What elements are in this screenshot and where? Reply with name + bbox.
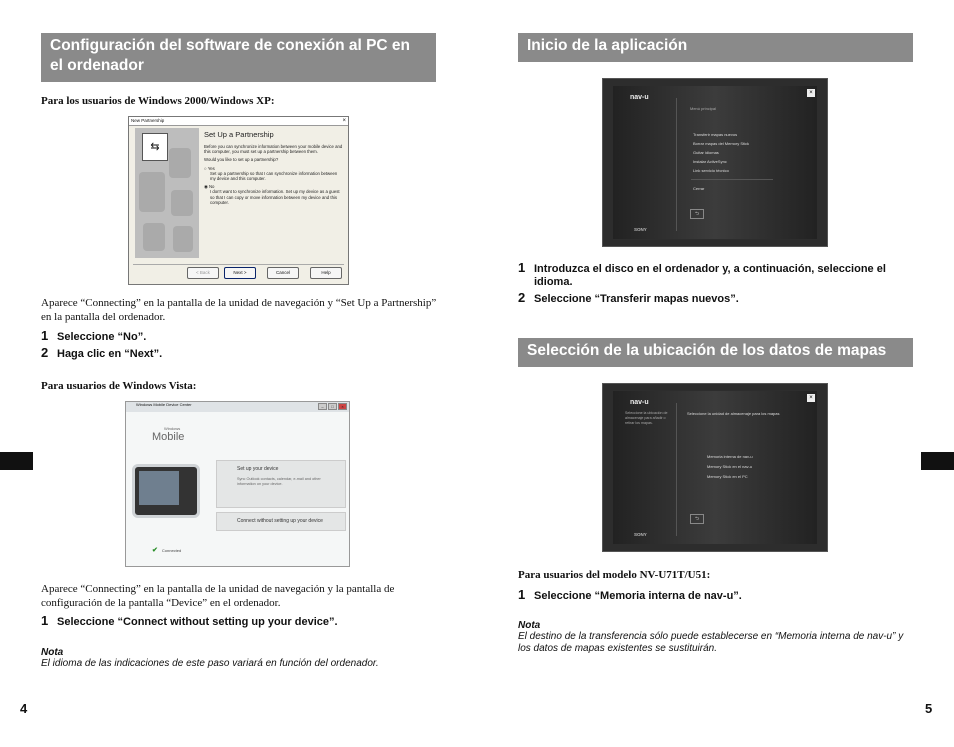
windows-mobile-logo: Windows Mobile [152,426,185,443]
connect-without-setup-option[interactable] [216,512,346,531]
cancel-button[interactable]: Cancel [267,267,299,279]
sync-devices-icon: ⇆ [142,133,168,161]
close-icon[interactable]: × [338,403,347,410]
section-heading-map-location: Selección de la ubicación de los datos de mapas [518,338,913,367]
step-text: Seleccione “No”. [57,331,147,343]
xp-paragraph: Aparece “Connecting” en la pantalla de la unidad de navegación y “Set Up a Partnership” en la pantalla del ordenador. [41,297,437,323]
dialog-question: Would you like to set up a partnership? [204,157,279,163]
navu-logo: nav-u [630,399,649,406]
step-2 [41,345,436,361]
vista-device-center-window [125,401,350,567]
sony-logo: SONY [634,532,647,537]
maximize-icon[interactable]: □ [328,403,337,410]
next-button[interactable]: Next > [224,267,256,279]
screen-instructions: Seleccione la ubicación de almacenaje para añadir o retirar los mapas. [625,411,668,425]
model-steps [518,587,913,603]
back-button[interactable]: < Back [187,267,219,279]
step-1 [41,613,441,629]
note-text: El idioma de las indicaciones de este paso variará en función del ordenador. [41,658,379,669]
step-2 [518,290,913,306]
setup-device-option[interactable] [216,460,346,508]
note-title: Nota [518,620,541,631]
section-heading-app-start: Inicio de la aplicación [518,33,913,62]
step-text: Seleccione “Connect without setting up your device”. [57,616,338,628]
dialog-content [204,128,344,208]
close-icon[interactable]: × [342,118,346,124]
step-number: 2 [518,290,526,305]
menu-item-delete[interactable]: Borrar mapas del Memory Stick [693,141,750,146]
back-icon[interactable]: ⮌ [690,514,704,524]
step-number: 2 [41,345,49,360]
close-icon[interactable]: × [807,89,815,97]
option-title: Set up your device [237,466,279,472]
subheading-windows-xp: Para los usuarios de Windows 2000/Windows XP: [41,95,275,107]
page-number: 4 [20,701,28,716]
menu-item-transfer[interactable]: Transferir mapas nuevos [693,132,738,137]
menu-item-close[interactable]: Cerrar [693,186,705,191]
page-number: 5 [925,701,933,716]
sony-logo: SONY [634,227,647,232]
note-text: El destino de la transferencia sólo puede establecerse en “Memoria interna de nav-u” y los datos de mapas existentes se sustituirán. [518,631,904,654]
radio-yes-label: Yes [207,165,215,171]
step-number: 1 [518,587,526,602]
section-heading-software-config: Configuración del software de conexión al PC en el ordenador [41,33,436,82]
dialog-heading: Set Up a Partnership [204,130,274,139]
step-number: 1 [518,260,526,275]
radio-yes-desc: Set up a partnership so that I can synchronize information between my device and this computer. [210,170,338,182]
step-text: Seleccione “Memoria interna de nav-u”. [534,590,742,602]
help-button[interactable]: Help [310,267,342,279]
navu-storage-select-screen [602,383,828,552]
window-title: Windows Mobile Device Center [136,402,192,407]
step-text: Seleccione “Transferir mapas nuevos”. [534,293,739,305]
window-titlebar [126,402,349,412]
edge-tab [921,452,954,470]
menu-item-support[interactable]: Link servicio técnico [693,168,729,173]
back-icon[interactable]: ⮌ [690,209,704,219]
xp-new-partnership-dialog [128,116,349,285]
dialog-intro: Before you can synchronize information between your mobile device and this computer, you must set up a partnership between them. [204,144,343,155]
step-1 [518,587,913,603]
radio-yes[interactable]: ○ Yes [204,165,215,171]
connection-status: ✔ Connected [152,547,182,554]
step-1 [41,328,436,344]
menu-item-activesync[interactable]: Instalar ActiveSync [693,159,727,164]
device-image [132,464,200,518]
navu-logo: nav-u [630,94,649,101]
checkmark-icon: ✔ [152,547,158,554]
dialog-titlebar [129,117,348,126]
step-text: Introduzca el disco en el ordenador y, a continuación, seleccione el idioma. [534,263,886,288]
note-title: Nota [41,647,64,658]
subheading-model: Para usuarios del modelo NV-U71T/U51: [518,569,711,581]
vista-steps [41,613,441,629]
close-icon[interactable]: × [807,394,815,402]
vista-paragraph: Aparece “Connecting” en la pantalla de la unidad de navegación y la pantalla de configuración de la pantalla “Device” en el ordenador. [41,583,395,609]
storage-option-internal[interactable]: Memoria interna de nav-u [707,454,753,459]
subheading-windows-vista: Para usuarios de Windows Vista: [41,380,197,392]
minimize-icon[interactable]: – [318,403,327,410]
radio-no-desc: I don't want to synchronize information. Set up my device as a guest so that I can copy or move information between my device and this computer. [210,189,340,205]
radio-no[interactable]: ◉ No [204,184,215,190]
dialog-side-art [135,128,199,258]
storage-option-stick-navu[interactable]: Memory Stick en el nav-u [707,464,753,469]
radio-no-label: No [208,184,215,190]
dialog-title: New Partnership [131,118,165,123]
option-title: Connect without setting up your device [237,518,323,524]
step-number: 1 [41,613,49,628]
menu-item-language[interactable]: Guitar idiomas [693,150,719,155]
navu-main-menu-screen [602,78,828,247]
storage-option-stick-pc[interactable]: Memory Stick en el PC [707,474,748,479]
app-steps [518,260,913,306]
step-number: 1 [41,328,49,343]
option-desc: Sync Outlook contacts, calendar, e-mail and other information on your device. [237,477,321,486]
edge-tab [0,452,33,470]
step-1 [518,260,913,289]
step-text: Haga clic en “Next”. [57,348,163,360]
xp-steps [41,328,436,361]
screen-header: Seleccione la unidad de almacenaje para los mapas [687,411,780,416]
menu-title: Menú principal [690,106,717,111]
